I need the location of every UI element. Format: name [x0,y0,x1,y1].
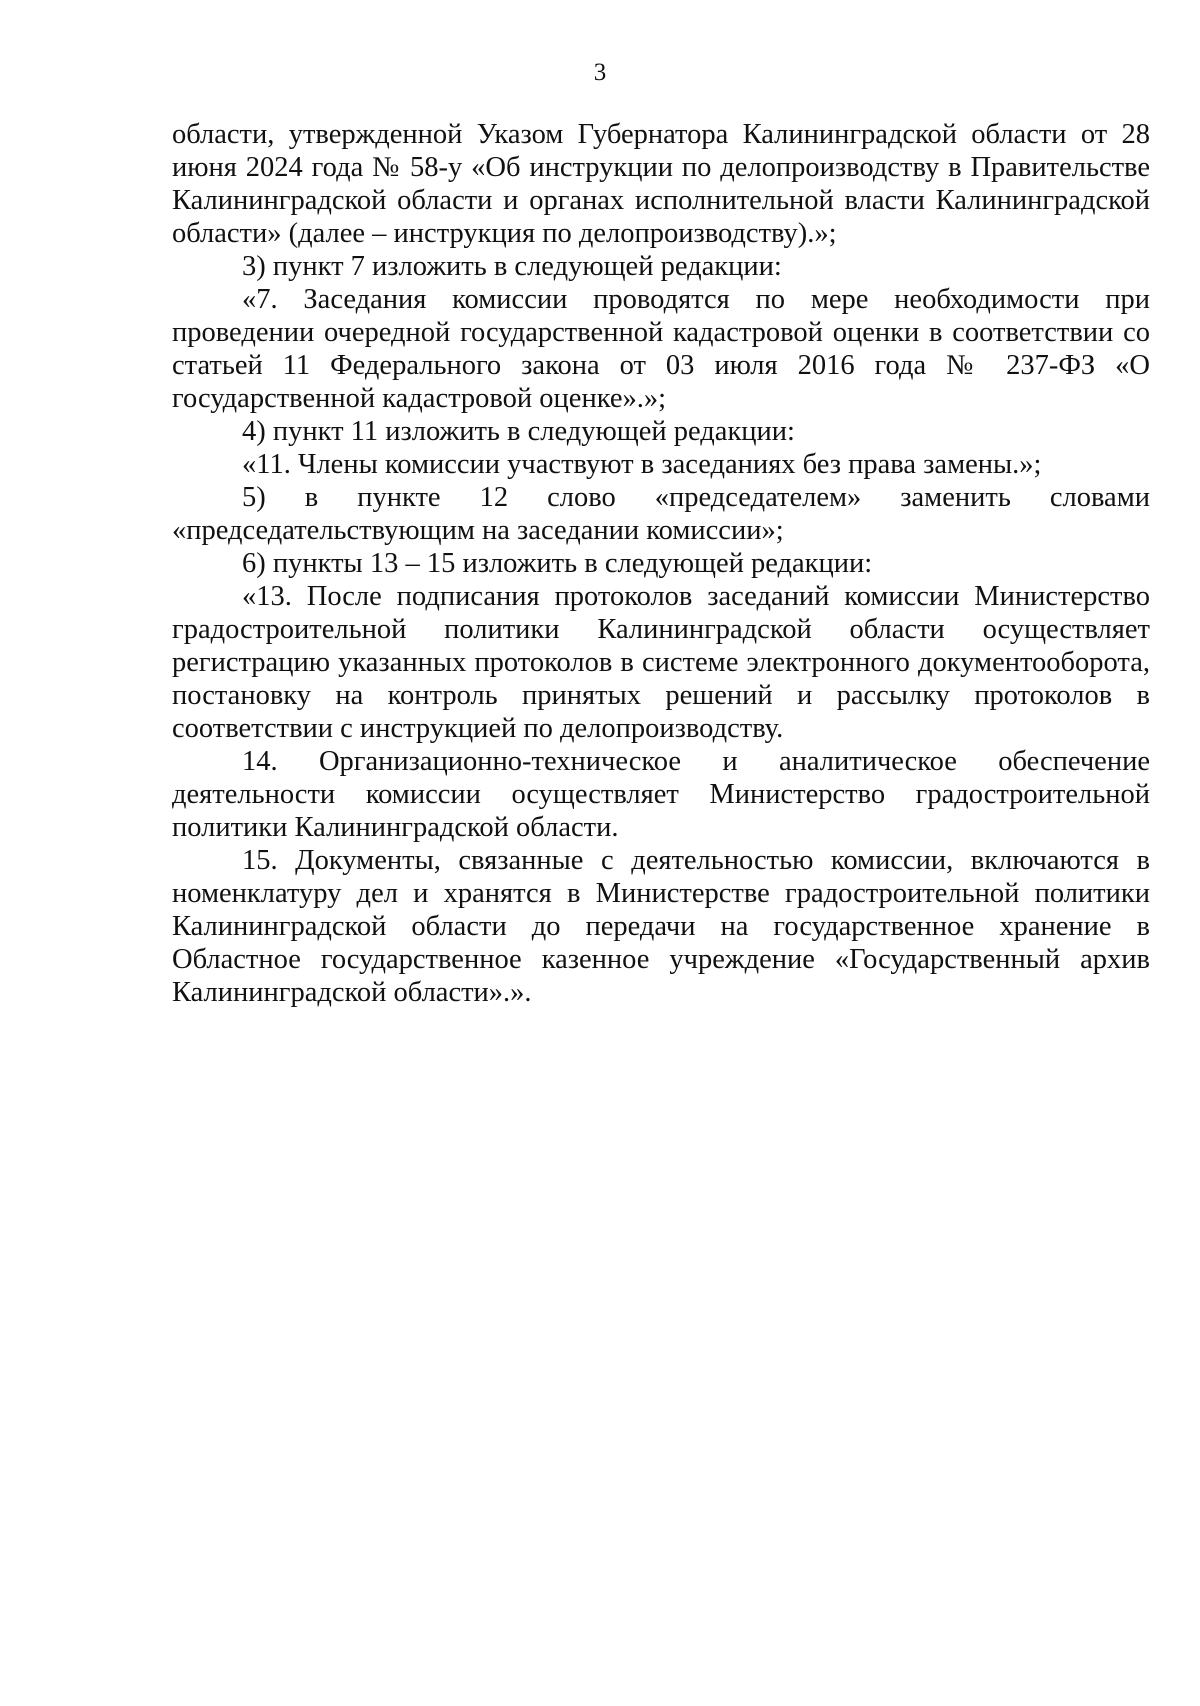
paragraph-item-4: 4) пункт 11 изложить в следующей редакции: [242,416,795,447]
paragraph-item-5: 5) в пункте 12 слово «председателем» заменить словами «председательствующим на заседании комиссии»; [172,482,1150,546]
paragraph-clause-13: «13. После подписания протоколов заседаний комиссии Министерство градостроительной политики Калининградской области осуществляет регистрацию указанных протоколов в системе электронного документооборота, постановку на контроль принятых решений и рассылку протоколов в соответствии с инструкцией по делопроизводству. [172,581,1150,744]
paragraph-clause-11: «11. Члены комиссии участвуют в заседаниях без права замены.»; [242,449,1042,480]
paragraph-clause-15: 15. Документы, связанные с деятельностью комиссии, включаются в номенклатуру дел и хранятся в Министерстве градостроительной политики Калининградской области до передачи на государственное хранение в Областное государственное казенное учреждение «Государственный архив Калининградской области».». [172,845,1150,1008]
page-number: 3 [593,59,607,86]
document-body [172,118,1150,1009]
paragraph-item-3: 3) пункт 7 изложить в следующей редакции: [242,251,782,282]
paragraph-continuation: области, утвержденной Указом Губернатора Калининградской области от 28 июня 2024 года № 58-у «Об инструкции по делопроизводству в Правительстве Калининградской области и органах исполнительной власти Калининградской области» (далее – инструкция по делопроизводству).»; [172,119,1150,249]
paragraph-item-6: 6) пункты 13 – 15 изложить в следующей редакции: [242,548,873,579]
paragraph-clause-14: 14. Организационно-техническое и аналитическое обеспечение деятельности комиссии осуществляет Министерство градостроительной политики Калининградской области. [172,746,1150,843]
paragraph-clause-7: «7. Заседания комиссии проводятся по мере необходимости при проведении очередной государственной кадастровой оценки в соответствии со статьей 11 Федерального закона от 03 июля 2016 года № 237-ФЗ «О государственной кадастровой оценке».»; [172,284,1150,414]
